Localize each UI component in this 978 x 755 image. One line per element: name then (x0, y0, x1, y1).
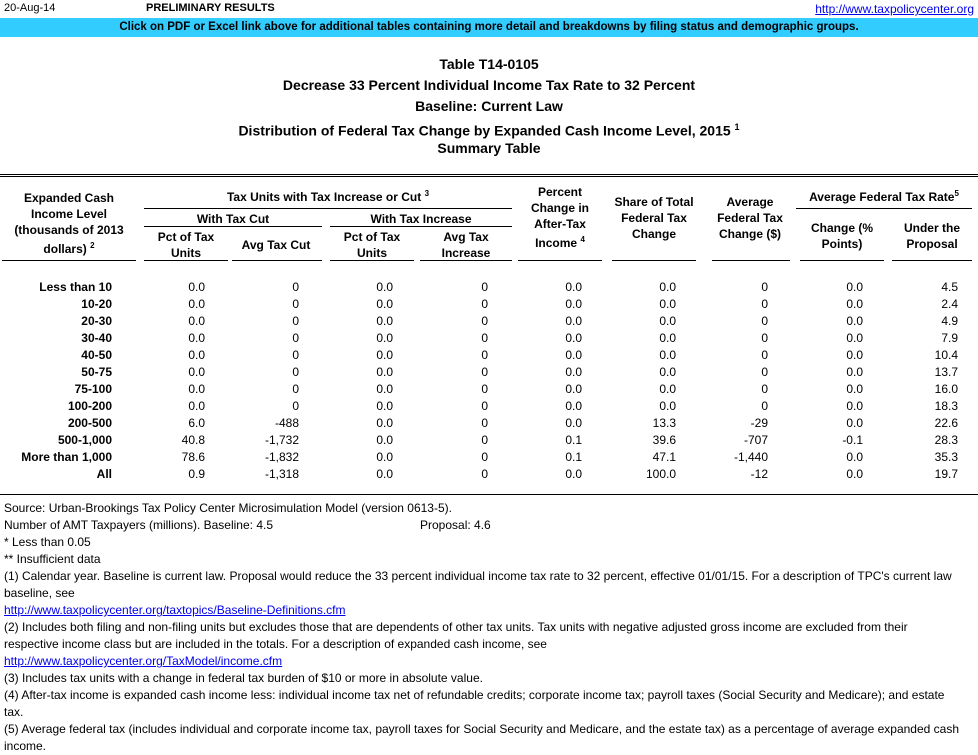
title-footnote-ref: 1 (734, 122, 740, 132)
col-underline-avg-cut (232, 260, 322, 261)
col-avg-tax-increase: Avg Tax Increase (441, 230, 491, 260)
table-cell: 35.3 (934, 450, 958, 464)
table-cell: 19.7 (934, 467, 958, 481)
table-cell: 0.0 (188, 365, 205, 379)
table-cell: 13.7 (934, 365, 958, 379)
row-label: 40-50 (81, 348, 112, 362)
table-cell: 0.0 (565, 382, 582, 396)
row-label: More than 1,000 (21, 450, 112, 464)
table-cell: 0 (481, 416, 488, 430)
col-group-avg-rate: Average Federal Tax Rate$^5$ (809, 189, 959, 204)
table-cell: 0 (761, 348, 768, 362)
table-cell: 0.0 (376, 331, 393, 345)
col-underline-pct-cut (144, 260, 228, 261)
table-row (0, 398, 978, 415)
table-cell: 0 (481, 382, 488, 396)
col-pct-change-after-tax: Percent Change in After-Tax Income $^4$ (530, 185, 589, 250)
title-line-3: Distribution of Federal Tax Change by Expanded Cash Income Level, 2015 $^1$ (238, 122, 740, 139)
table-cell: 10.4 (934, 348, 958, 362)
table-cell: 0.0 (188, 382, 205, 396)
less-than-note: * Less than 0.05 (4, 535, 91, 549)
table-bottom-rule (0, 494, 978, 495)
table-cell: 0.0 (565, 399, 582, 413)
table-cell: 0.0 (376, 314, 393, 328)
col-underline-share (612, 260, 696, 261)
table-cell: 0.0 (376, 399, 393, 413)
row-label: Less than 10 (39, 280, 112, 294)
footnotes (4, 500, 964, 755)
table-cell: 0.0 (188, 297, 205, 311)
increase-underline (330, 226, 512, 227)
col-rate-under-proposal: Under the Proposal (903, 221, 960, 251)
table-row (0, 466, 978, 483)
table-cell: 0 (292, 314, 299, 328)
table-cell: 0.0 (188, 314, 205, 328)
table-cell: 0 (481, 297, 488, 311)
table-cell: 0.0 (376, 365, 393, 379)
table-cell: 13.3 (652, 416, 676, 430)
insufficient-data-note: ** Insufficient data (4, 552, 101, 566)
table-cell: 0.0 (376, 348, 393, 362)
rate-underline (796, 208, 972, 209)
row-label: 30-40 (81, 331, 112, 345)
table-cell: 0 (292, 331, 299, 345)
table-cell: -12 (750, 467, 768, 481)
table-cell: 0.0 (376, 467, 393, 481)
table-row (0, 313, 978, 330)
table-cell: 0 (761, 280, 768, 294)
table-row (0, 449, 978, 466)
table-cell: 0.0 (565, 416, 582, 430)
table-cell: -707 (743, 433, 768, 447)
income-definition-link[interactable]: http://www.taxpolicycenter.org/TaxModel/income.cfm (4, 654, 283, 668)
table-cell: 0.0 (846, 280, 863, 294)
table-cell: 47.1 (652, 450, 676, 464)
table-cell: 0.0 (846, 450, 863, 464)
table-cell: 0.0 (565, 280, 582, 294)
table-cell: 0.0 (846, 416, 863, 430)
footnote-1: (1) Calendar year. Baseline is current law. Proposal would reduce the 33 percent individual income tax rate to 32 percent, effective 01/01/15. For a description of TPC's current law baseline, see (4, 569, 952, 600)
col-avg-tax-cut: Avg Tax Cut (241, 238, 311, 252)
table-cell: 0 (292, 382, 299, 396)
table-row (0, 330, 978, 347)
table-cell: -29 (750, 416, 768, 430)
col-underline-income (2, 260, 136, 261)
col-income-level: Expanded Cash Income Level (thousands of 2013 dollars) $^2$ (14, 191, 124, 256)
row-label: 200-500 (67, 416, 112, 430)
table-cell: 0 (481, 348, 488, 362)
table-cell: -1,440 (733, 450, 768, 464)
group-underline (144, 208, 512, 209)
header-top-rule (0, 174, 978, 177)
table-cell: 0 (481, 314, 488, 328)
table-cell: 0 (481, 365, 488, 379)
footnote-4: (4) After-tax income is expanded cash income less: individual income tax net of refundable credits; corporate income tax; payroll taxes (Social Security and Medicare); and estate tax. (4, 688, 945, 719)
table-cell: 0.0 (376, 382, 393, 396)
table-cell: 18.3 (934, 399, 958, 413)
table-cell: 4.5 (941, 280, 958, 294)
table-cell: 7.9 (941, 331, 958, 345)
table-cell: 0 (481, 433, 488, 447)
row-label: 50-75 (81, 365, 112, 379)
table-cell: 0 (292, 297, 299, 311)
table-cell: 0 (481, 467, 488, 481)
table-cell: 0.1 (565, 450, 582, 464)
table-cell: 0.0 (846, 467, 863, 481)
table-cell: 0.0 (846, 382, 863, 396)
table-cell: 0.0 (565, 365, 582, 379)
table-cell: 0.0 (659, 348, 676, 362)
table-cell: 0.0 (846, 297, 863, 311)
row-label: 10-20 (81, 297, 112, 311)
table-cell: 0.0 (846, 365, 863, 379)
table-cell: 0.0 (846, 314, 863, 328)
table-cell: 0.0 (565, 348, 582, 362)
row-label: 75-100 (74, 382, 112, 396)
table-cell: 22.6 (934, 416, 958, 430)
table-cell: 2.4 (941, 297, 958, 311)
table-cell: 0.0 (565, 467, 582, 481)
col-underline-avg-inc (420, 260, 512, 261)
table-cell: 0 (761, 382, 768, 396)
table-cell: 0.0 (188, 280, 205, 294)
col-group-tax-units: Tax Units with Tax Increase or Cut $^3$ (226, 189, 430, 204)
top-bar (0, 0, 978, 18)
row-label: 500-1,000 (57, 433, 112, 447)
table-cell: 40.8 (181, 433, 205, 447)
table-cell: 0 (292, 399, 299, 413)
table-cell: 0.0 (188, 348, 205, 362)
row-label: 20-30 (81, 314, 112, 328)
table-cell: 0 (481, 331, 488, 345)
table-id: Table T14-0105 (439, 56, 539, 72)
table-cell: 0 (761, 365, 768, 379)
row-label: All (96, 467, 112, 481)
table-cell: 0.0 (376, 280, 393, 294)
table-cell: 0.9 (188, 467, 205, 481)
table-cell: 0.0 (659, 399, 676, 413)
table-cell: 0.0 (659, 331, 676, 345)
col-underline-pct-change (518, 260, 602, 261)
baseline-definitions-link[interactable]: http://www.taxpolicycenter.org/taxtopics/Baseline-Definitions.cfm (4, 603, 346, 617)
col-avg-federal-change: Average Federal Tax Change ($) (717, 195, 783, 241)
footnote-2: (2) Includes both filing and non-filing units but excludes those that are dependents of other tax units. Tax units with negative adjusted gross income are excluded from their respective income class but are included in the totals. For a description of expanded cash income, see (4, 620, 908, 651)
table-cell: 0 (292, 348, 299, 362)
table-cell: 0 (761, 331, 768, 345)
table-cell: 0.0 (376, 297, 393, 311)
title-line-1: Decrease 33 Percent Individual Income Tax Rate to 32 Percent (282, 77, 696, 93)
table-row (0, 296, 978, 313)
table-cell: 0 (292, 280, 299, 294)
table-cell: 0.0 (659, 365, 676, 379)
table-cell: 0.0 (659, 297, 676, 311)
table-cell: 0.0 (565, 314, 582, 328)
table-cell: 0.0 (659, 382, 676, 396)
table-cell: 0.0 (188, 399, 205, 413)
col-group-with-tax-cut: With Tax Cut (196, 212, 270, 226)
table-cell: 78.6 (181, 450, 205, 464)
table-cell: 0 (761, 314, 768, 328)
col-underline-avg-change (712, 260, 790, 261)
table-cell: 0 (761, 297, 768, 311)
table-cell: 16.0 (934, 382, 958, 396)
table-cell: 0.0 (846, 348, 863, 362)
table-row (0, 381, 978, 398)
notice-banner: Click on PDF or Excel link above for additional tables containing more detail and breakdowns by filing status and demographic groups. (0, 18, 978, 37)
table-cell: -0.1 (842, 433, 863, 447)
source-note: Source: Urban-Brookings Tax Policy Center Microsimulation Model (version 0613-5). (4, 501, 452, 515)
table-cell: 0 (761, 399, 768, 413)
col-underline-rate-change (800, 260, 884, 261)
col-underline-pct-inc (330, 260, 414, 261)
col-pct-units-increase: Pct of Tax Units (343, 230, 401, 260)
preliminary-label: PRELIMINARY RESULTS (146, 2, 275, 14)
table-cell: 28.3 (934, 433, 958, 447)
table-cell: 6.0 (188, 416, 205, 430)
table-cell: 0.0 (659, 314, 676, 328)
tpc-website-link[interactable]: http://www.taxpolicycenter.org (815, 2, 974, 16)
table-cell: 0 (481, 280, 488, 294)
col-underline-rate-proposal (892, 260, 972, 261)
table-cell: 0 (481, 399, 488, 413)
cut-underline (144, 226, 322, 227)
row-label: 100-200 (67, 399, 112, 413)
table-cell: -1,732 (264, 433, 299, 447)
table-cell: -1,832 (264, 450, 299, 464)
col-group-with-tax-increase: With Tax Increase (370, 212, 472, 226)
table-cell: 0.0 (565, 297, 582, 311)
table-row (0, 279, 978, 296)
table-cell: 0.1 (565, 433, 582, 447)
table-cell: 0 (481, 450, 488, 464)
col-rate-change: Change (% Points) (810, 221, 873, 251)
table-cell: -488 (274, 416, 299, 430)
data-table-body (0, 279, 978, 483)
table-cell: 0.0 (376, 433, 393, 447)
table-row (0, 347, 978, 364)
footnote-5: (5) Average federal tax (includes individual and corporate income tax, payroll taxes for Social Security and Medicare, and the estate tax) as a percentage of average expanded cash income. (4, 722, 960, 753)
table-cell: -1,318 (264, 467, 299, 481)
table-cell: 100.0 (645, 467, 676, 481)
table-titles (0, 54, 978, 159)
table-row (0, 415, 978, 432)
col-pct-units-cut: Pct of Tax Units (157, 230, 215, 260)
table-cell: 0.0 (565, 331, 582, 345)
table-cell: 0.0 (659, 280, 676, 294)
title-line-4: Summary Table (437, 140, 541, 156)
table-cell: 4.9 (941, 314, 958, 328)
table-row (0, 364, 978, 381)
table-cell: 0.0 (188, 331, 205, 345)
table-cell: 0 (292, 365, 299, 379)
table-cell: 0.0 (846, 331, 863, 345)
table-cell: 0.0 (376, 450, 393, 464)
col-share-total-change: Share of Total Federal Tax Change (614, 195, 694, 241)
table-cell: 0.0 (846, 399, 863, 413)
table-cell: 0.0 (376, 416, 393, 430)
table-row (0, 432, 978, 449)
footnote-3: (3) Includes tax units with a change in federal tax burden of $10 or more in absolute value. (4, 671, 483, 685)
report-date: 20-Aug-14 (4, 2, 56, 14)
title-line-2: Baseline: Current Law (415, 98, 563, 114)
table-cell: 39.6 (652, 433, 676, 447)
amt-note: Number of AMT Taxpayers (millions). Baseline: 4.5 Proposal: 4.6 (4, 518, 491, 532)
